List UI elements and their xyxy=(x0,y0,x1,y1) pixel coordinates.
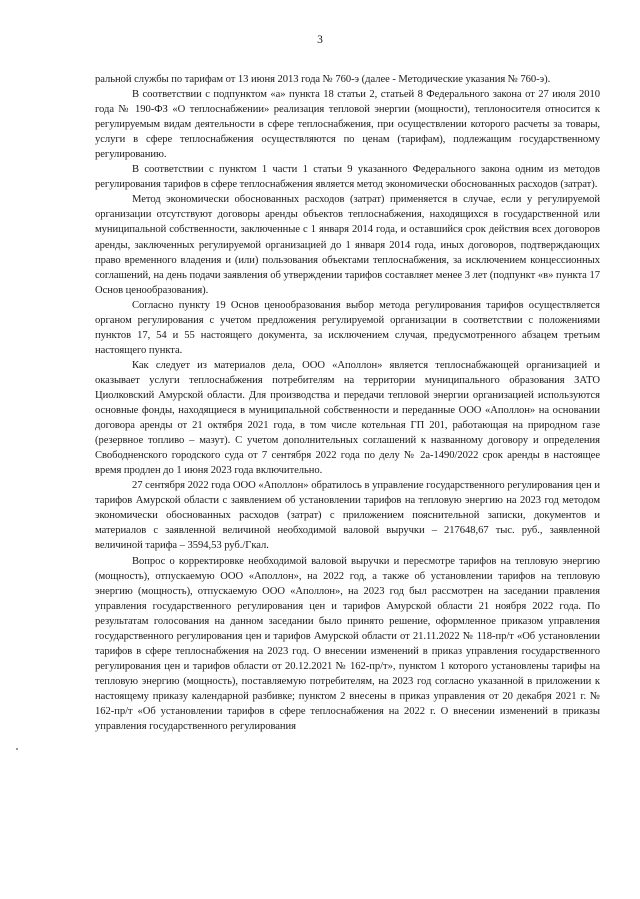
paragraph: Как следует из материалов дела, ООО «Аполлон» является теплоснабжающей организацией и оказывает услуги теплоснабжения потребителям на территории муниципального образования ЗАТО Циолковский Амурской области. Для производства и передачи тепловой энергии организацией используются основные фонды, находящиеся в муниципальной собственности и переданные ООО «Аполлон» на основании договора аренды от 21 октября 2021 года, в том числе котельная ГП 201, работающая на природном газе (резервное топливо – мазут). С учетом дополнительных соглашений к названному договору и определения Свободненского городского суда от 7 сентября 2022 года по делу № 2а-1490/2022 срок аренды в настоящее время продлен до 1 июня 2023 года включительно. xyxy=(95,359,600,477)
document-body xyxy=(95,72,600,734)
paragraph: Метод экономически обоснованных расходов (затрат) применяется в случае, если у регулируемой организации отсутствуют договоры аренды объектов теплоснабжения, находящихся в государственной или муниципальной собственности, заключенные с 1 января 2014 года, и оставшийся срок действия всех договоров аренды, заключенных регулируемой организацией до 1 января 2014 года, иных договоров, подтверждающих право временного владения и (или) пользования объектами теплоснабжения, за исключением концессионных соглашений, на день подачи заявления об утверждении тарифов составляет менее 3 лет (подпункт «в» пункта 17 Основ ценообразования). xyxy=(95,194,600,296)
paragraph: В соответствии с подпунктом «а» пункта 18 статьи 2, статьей 8 Федерального закона от 27 июля 2010 года № 190-ФЗ «О теплоснабжении» реализация тепловой энергии (мощности), теплоносителя относится к регулируемым видам деятельности в сфере теплоснабжения, при осуществлении которого расчеты за товары, услуги в сфере теплоснабжения осуществляются по ценам (тарифам), подлежащим государственному регулированию. xyxy=(95,89,600,161)
page-number: 3 xyxy=(317,34,323,46)
paragraph: Согласно пункту 19 Основ ценообразования выбор метода регулирования тарифов осуществляется органом регулирования с учетом предложения регулируемой организации в соответствии с положениями пунктов 17, 54 и 55 настоящего документа, за исключением случая, предусмотренного абзацем третьим настоящего пункта. xyxy=(95,299,600,356)
paragraph-continuation: ральной службы по тарифам от 13 июня 2013 года № 760-э (далее - Методические указания № 760-э). xyxy=(95,74,551,85)
paragraph: В соответствии с пунктом 1 части 1 статьи 9 указанного Федерального закона одним из методов регулирования тарифов в сфере теплоснабжения является метод экономически обоснованных расходов (затрат). xyxy=(95,164,600,191)
scan-artifact xyxy=(16,748,18,750)
paragraph: Вопрос о корректировке необходимой валовой выручки и пересмотре тарифов на тепловую энергию (мощность), отпускаемую ООО «Аполлон», на 2022 год, а также об установлении тарифов на тепловую энергию (мощность), отпускаемую ООО «Аполлон», на 2023 год был рассмотрен на заседании правления управления государственного регулирования цен и тарифов Амурской области 21 ноября 2022 года. По результатам голосования на данном заседании было принято решение, оформленное приказом управления государственного регулирования цен и тарифов Амурской области от 21.11.2022 № 118-пр/т «Об установлении тарифов в сфере теплоснабжения на 2023 год. О внесении изменений в приказ управления государственного регулирования цен и тарифов области от 20.12.2021 № 162-пр/т», пунктом 1 которого установлены тарифы на тепловую энергию (мощность), поставляемую потребителям, на 2023 год согласно указанной в приложении к настоящему приказу календарной разбивке; пунктом 2 внесены в приказ управления от 20 декабря 2021 г. № 162-пр/т «Об установлении тарифов в сфере теплоснабжения на 2022 г. О внесении изменений в приказы управления государственного регулирования xyxy=(95,555,600,733)
paragraph: 27 сентября 2022 года ООО «Аполлон» обратилось в управление государственного регулирования цен и тарифов Амурской области с заявлением об установлении тарифов на тепловую энергию на 2023 год методом экономически обоснованных расходов (затрат) с приложением пояснительной записки, документов и материалов с заявленной величиной необходимой валовой выручки – 217648,67 тыс. руб., заявленной величиной тарифа – 3594,53 руб./Гкал. xyxy=(95,480,600,552)
